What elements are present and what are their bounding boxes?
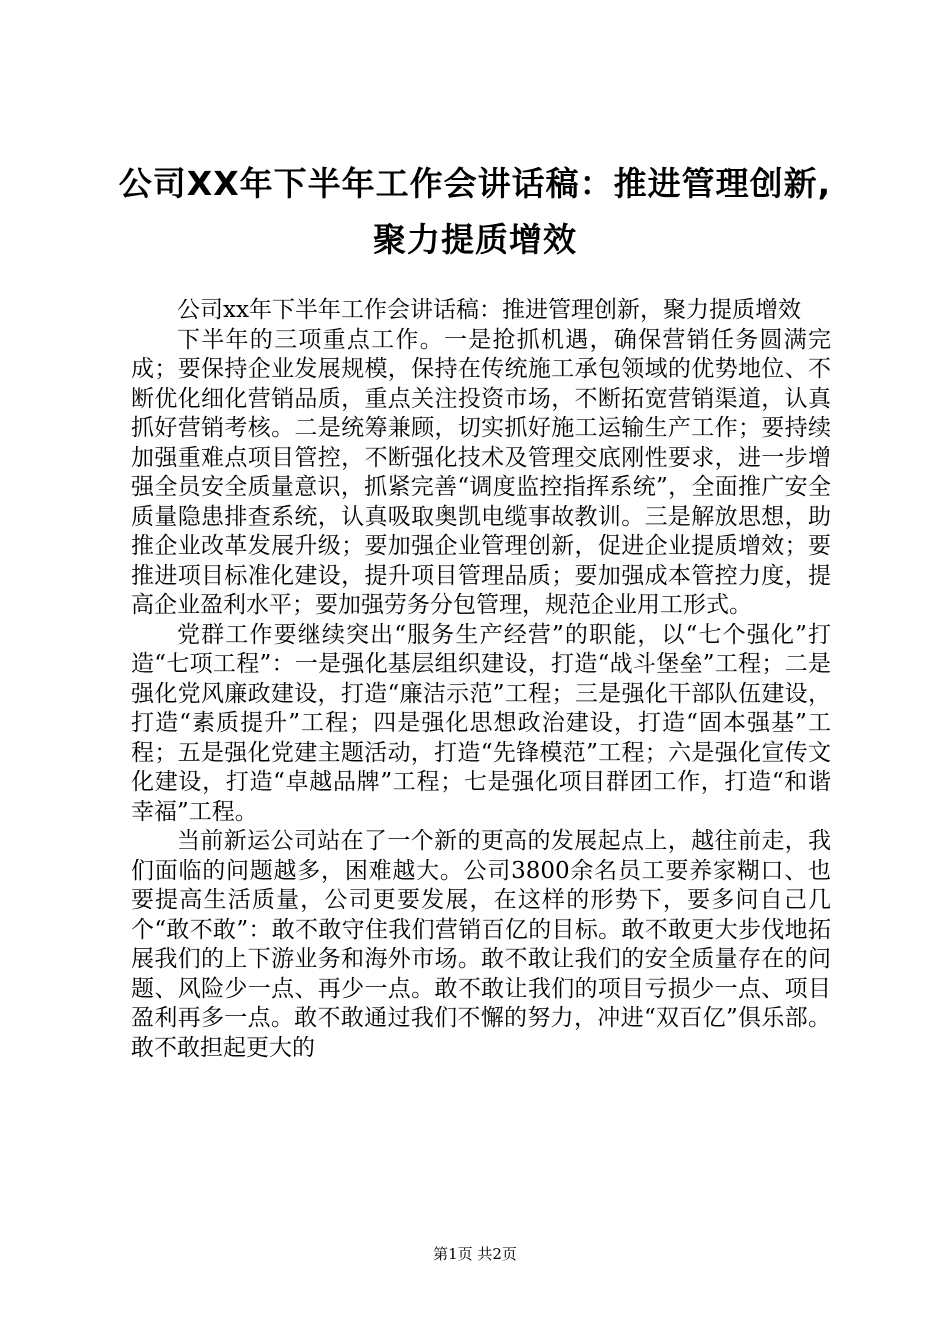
paragraph-heading: 公司xx年下半年工作会讲话稿：推进管理创新，聚力提质增效 bbox=[177, 297, 801, 323]
document-title: 公司XX年下半年工作会讲话稿：推进管理创新,聚力提质增效 bbox=[118, 164, 832, 259]
paragraph-development: 当前新运公司站在了一个新的更高的发展起点上，越往前走，我们面临的问题越多，困难越大。公司3800余名员工要养家糊口、也要提高生活质量，公司更要发展，在这样的形势下，要多问自己几个“敢不敢”：敢不敢守住我们营销百亿的目标。敢不敢更大步伐地拓展我们的上下游业务和海外市场。敢不敢让我们的安全质量存在的问题、风险少一点、再少一点。敢不敢让我们的项目亏损少一点、项目盈利再多一点。敢不敢通过我们不懈的努力，冲进“双百亿”俱乐部。敢不敢担起更大的 bbox=[131, 828, 831, 1061]
paragraph-party-work: 党群工作要继续突出“服务生产经营”的职能，以“七个强化”打造“七项工程”：一是强化基层组织建设，打造“战斗堡垒”工程；二是强化党风廉政建设，打造“廉洁示范”工程；三是强化干部队伍建设，打造“素质提升”工程；四是强化思想政治建设，打造“固本强基”工程；五是强化党建主题活动，打造“先锋模范”工程；六是强化宣传文化建设，打造“卓越品牌”工程；七是强化项目群团工作，打造“和谐幸福”工程。 bbox=[131, 621, 831, 825]
document-body bbox=[131, 296, 831, 1063]
paragraph-key-tasks: 下半年的三项重点工作。一是抢抓机遇，确保营销任务圆满完成；要保持企业发展规模，保持在传统施工承包领域的优势地位、不断优化细化营销品质，重点关注投资市场，不断拓宽营销渠道，认真抓好营销考核。二是统筹兼顾，切实抓好施工运输生产工作；要持续加强重难点项目管控，不断强化技术及管理交底刚性要求，进一步增强全员安全质量意识，抓紧完善“调度监控指挥系统”，全面推广安全质量隐患排查系统，认真吸取奥凯电缆事故教训。三是解放思想，助推企业改革发展升级；要加强企业管理创新，促进企业提质增效；要推进项目标准化建设，提升项目管理品质；要加强成本管控力度，提高企业盈利水平；要加强劳务分包管理，规范企业用工形式。 bbox=[131, 326, 831, 618]
page-number-footer: 第1页 共2页 bbox=[433, 1245, 517, 1263]
